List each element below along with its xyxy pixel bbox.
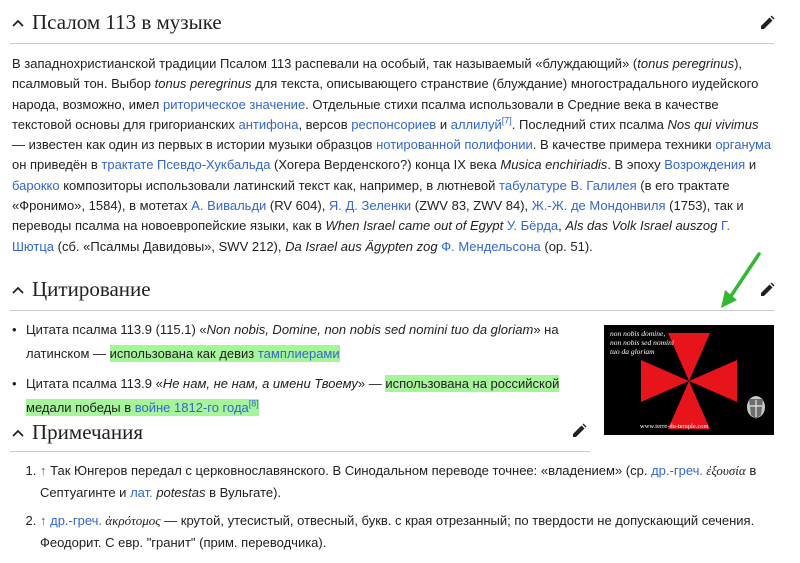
- link-mendelssohn[interactable]: Ф. Мендельсона: [441, 238, 541, 254]
- list-item: 2. ↑ др.-греч. ἀκρότομος — крутой, утесистый, отвесный, букв. с края отрезанный; по твердости не допускающий сечения. Феодорит. С евр. "гранит" (прим. переводчика).: [40, 510, 790, 554]
- pencil-icon[interactable]: [758, 14, 776, 32]
- citation-list: [12, 318, 594, 426]
- coat-of-arms-icon: [747, 396, 765, 419]
- link-zelenka[interactable]: Я. Д. Зеленки: [328, 198, 412, 214]
- link-renaissance[interactable]: Возрождения: [664, 157, 746, 173]
- section-header-citation[interactable]: [10, 277, 151, 302]
- link-responsory[interactable]: респонсориев: [351, 116, 437, 132]
- highlight: использована на российской медали победы в войне 1812-го года[8]: [26, 376, 560, 415]
- section-title: Псалом 113 в музыке: [32, 10, 222, 34]
- notes-list: [24, 460, 790, 560]
- link-vivaldi[interactable]: А. Вивальди: [191, 198, 267, 214]
- chevron-up-icon[interactable]: [10, 425, 26, 441]
- ref-7[interactable]: [7]: [501, 115, 512, 126]
- link-alleluia[interactable]: аллилуй: [450, 116, 502, 132]
- link-hucbald[interactable]: трактате Псевдо-Хукбальда: [101, 157, 271, 173]
- templar-banner-image[interactable]: [604, 325, 774, 435]
- highlight: использована как девиз тамплиерами: [109, 346, 340, 361]
- link-polyphony[interactable]: нотированной полифонии: [376, 137, 533, 153]
- link-baroque[interactable]: барокко: [12, 177, 60, 193]
- link-byrd[interactable]: У. Бёрда: [506, 218, 559, 234]
- banner-motto: non nobis domine, non nobis sed nomini tuo da gloriam: [610, 329, 674, 356]
- ref-8[interactable]: [8]: [248, 398, 259, 409]
- music-paragraph: В западнохристианской традиции Псалом 113 распевали на особый, так называемый «блуждающий» (tonus peregrinus), псалмовый тон. Выбор tonus peregrinus для текста, описывающего странствие (блуждание) многострадального иудейского народа, возможно, имел риторическое значение. Отдельные стихи псалма использовали в Средние века в качестве текстовой основы для григорианских антифона, версов респонсориев и аллилуй[7]. Последний стих псалма Nos qui vivimus — известен как один из первых в истории музыки образцов нотированной полифонии. В качестве примера техники органума он приведён в трактате Псевдо-Хукбальда (Хогера Верденского?) конца IX века Musica enchiriadis. В эпоху Возрождения и барокко композиторы использовали латинский текст как, например, в лютневой табулатуре В. Галилея (в его трактате «Фронимо», 1584), в мотетах А. Вивальди (RV 604), Я. Д. Зеленки (ZWV 83, ZWV 84), Ж.-Ж. де Мондонвиля (1753), так и переводы псалма на новоевропейские языки, как в When Israel came out of Egypt У. Бёрда, Als das Volk Israel auszog Г. Шютца (сб. «Псалмы Давидовы», SWV 212), Da Israel aus Ägypten zog Ф. Мендельсона (op. 51).: [12, 56, 772, 254]
- list-item: • Цитата псалма 113.9 «Не нам, не нам, а имени Твоему» — использована на российской медали победы в войне 1812-го года[8]: [12, 372, 594, 420]
- link-rhetoric[interactable]: риторическое значение: [162, 96, 306, 112]
- link-schutz[interactable]: Г. Шютца: [12, 218, 731, 254]
- link-ancient-greek[interactable]: др.-греч.: [46, 513, 103, 528]
- link-war-1812[interactable]: войне 1812-го года: [134, 400, 249, 415]
- list-item: 1. ↑ Так Юнгеров передал с церковнославянского. В Синодальном переводе точнее: «владением» (ср. др.-греч. ἐξουσία в Септуагинте и лат. potestas в Вульгате).: [40, 460, 790, 504]
- backlink-arrow[interactable]: ↑: [40, 463, 47, 478]
- backlink-arrow[interactable]: ↑: [40, 513, 47, 528]
- pencil-icon[interactable]: [570, 422, 588, 440]
- link-latin[interactable]: лат.: [130, 485, 153, 500]
- section-header-music[interactable]: [10, 10, 222, 35]
- section-header-notes[interactable]: [10, 420, 143, 445]
- link-galilei[interactable]: табулатуре В. Галилея: [499, 177, 637, 193]
- link-antiphon[interactable]: антифона: [238, 116, 299, 132]
- link-templars[interactable]: тамплиерами: [257, 346, 340, 361]
- link-organum[interactable]: органума: [715, 137, 772, 153]
- chevron-up-icon[interactable]: [10, 15, 26, 31]
- banner-url: www.terre-du-temple.com: [640, 423, 709, 430]
- section-title: Цитирование: [32, 277, 151, 301]
- section-divider: [10, 310, 774, 311]
- green-arrow-icon: [715, 250, 765, 312]
- chevron-up-icon[interactable]: [10, 282, 26, 298]
- section-divider: [10, 451, 590, 452]
- section-divider: [10, 43, 774, 44]
- section-title: Примечания: [32, 420, 144, 444]
- list-item: • Цитата псалма 113.9 (115.1) «Non nobis, Domine, non nobis sed nomini tuo da gloriam» на латинском — использована как девиз тамплиерами: [12, 318, 594, 366]
- link-mondonville[interactable]: Ж.-Ж. де Мондонвиля: [531, 198, 666, 214]
- link-ancient-greek[interactable]: др.-греч.: [651, 463, 704, 478]
